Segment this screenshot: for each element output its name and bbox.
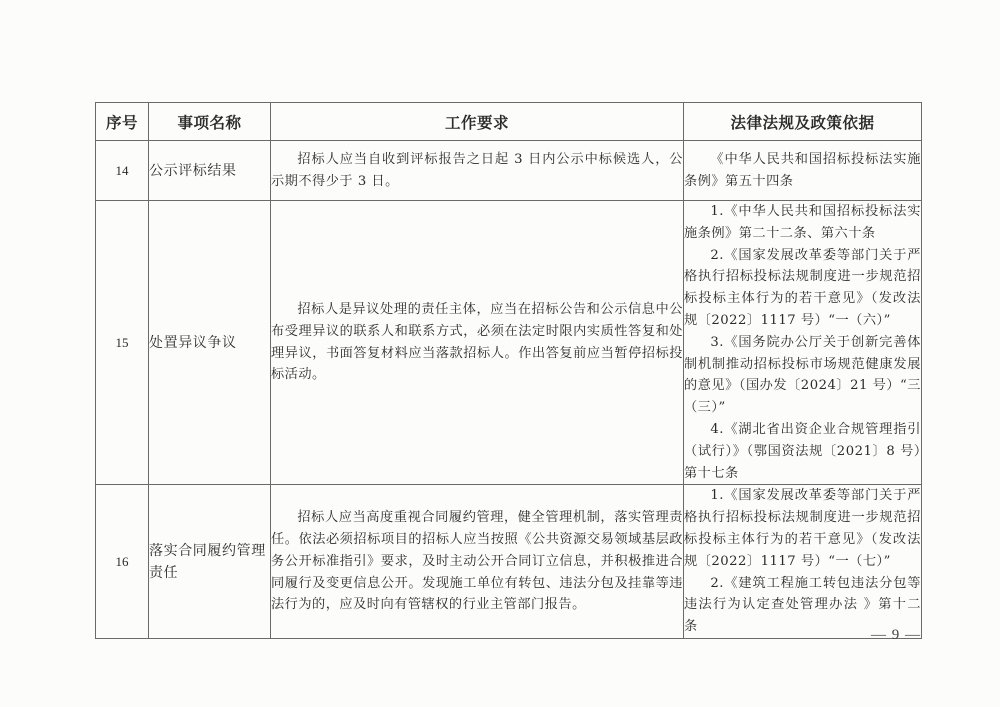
requirement-text: 招标人应当高度重视合同履约管理，健全管理机制，落实管理责任。依法必须招标项目的招标人应当按照《公共资源交易领域基层政务公开标准指引》要求，及时主动公开合同订立信息，并积极推进合同履行及变更信息公开。发现施工单位有转包、违法分包及挂靠等违法行为的，应及时向有管辖权的行业主管部门报告。 — [271, 510, 683, 613]
table-row — [96, 201, 922, 485]
basis-item: 1.《中华人民共和国招标投标法实施条例》第二十二条、第六十条 — [684, 204, 921, 241]
work-requirement — [271, 141, 684, 201]
item-name: 落实合同履约管理责任 — [149, 485, 271, 639]
item-name: 公示评标结果 — [149, 141, 271, 201]
basis-item: 3.《国务院办公厅关于创新完善体制机制推动招标投标市场规范健康发展的意见》（国办发〔2024〕21 号）“三（三）” — [684, 334, 921, 416]
requirement-text: 招标人应当自收到评标报告之日起 3 日内公示中标候选人，公示期不得少于 3 日。 — [271, 151, 683, 189]
header-basis: 法律法规及政策依据 — [684, 103, 922, 141]
row-number: 16 — [96, 485, 149, 639]
basis-item: 2.《国家发展改革委等部门关于严格执行招标投标法规制度进一步规范招标投标主体行为的若干意见》（发改法规〔2022〕1117 号）“一（六）” — [684, 247, 921, 328]
table-row — [96, 485, 922, 639]
table-header-row — [96, 103, 922, 141]
work-requirement — [271, 201, 684, 485]
basis-item: 1.《国家发展改革委等部门关于严格执行招标投标法规制度进一步规范招标投标主体行为的若干意见》（发改法规〔2022〕1117 号）“一（七）” — [684, 488, 921, 569]
requirement-text: 招标人是异议处理的责任主体，应当在招标公告和公示信息中公布受理异议的联系人和联系方式，必须在法定时限内实质性答复和处理异议，书面答复材料应当落款招标人。作出答复前应当暂停招标投标活动。 — [271, 302, 683, 383]
work-requirement — [271, 485, 684, 639]
basis-item: 4.《湖北省出资企业合规管理指引（试行）》（鄂国资法规〔2021〕8 号）第十七条 — [684, 421, 921, 481]
page-number: — 9 — — [871, 627, 921, 643]
legal-basis — [684, 201, 922, 485]
legal-basis — [684, 485, 922, 639]
basis-item: 2.《建筑工程施工转包违法分包等违法行为认定查处管理办法 》第十二条 — [684, 575, 921, 635]
item-name: 处置异议争议 — [149, 201, 271, 485]
row-number: 14 — [96, 141, 149, 201]
header-no: 序号 — [96, 103, 149, 141]
header-requirement: 工作要求 — [271, 103, 684, 141]
header-name: 事项名称 — [149, 103, 271, 141]
row-number: 15 — [96, 201, 149, 485]
basis-item: 《中华人民共和国招标投标法实施条例》第五十四条 — [684, 151, 921, 189]
table-row — [96, 141, 922, 201]
legal-basis — [684, 141, 922, 201]
policy-table — [95, 102, 922, 639]
